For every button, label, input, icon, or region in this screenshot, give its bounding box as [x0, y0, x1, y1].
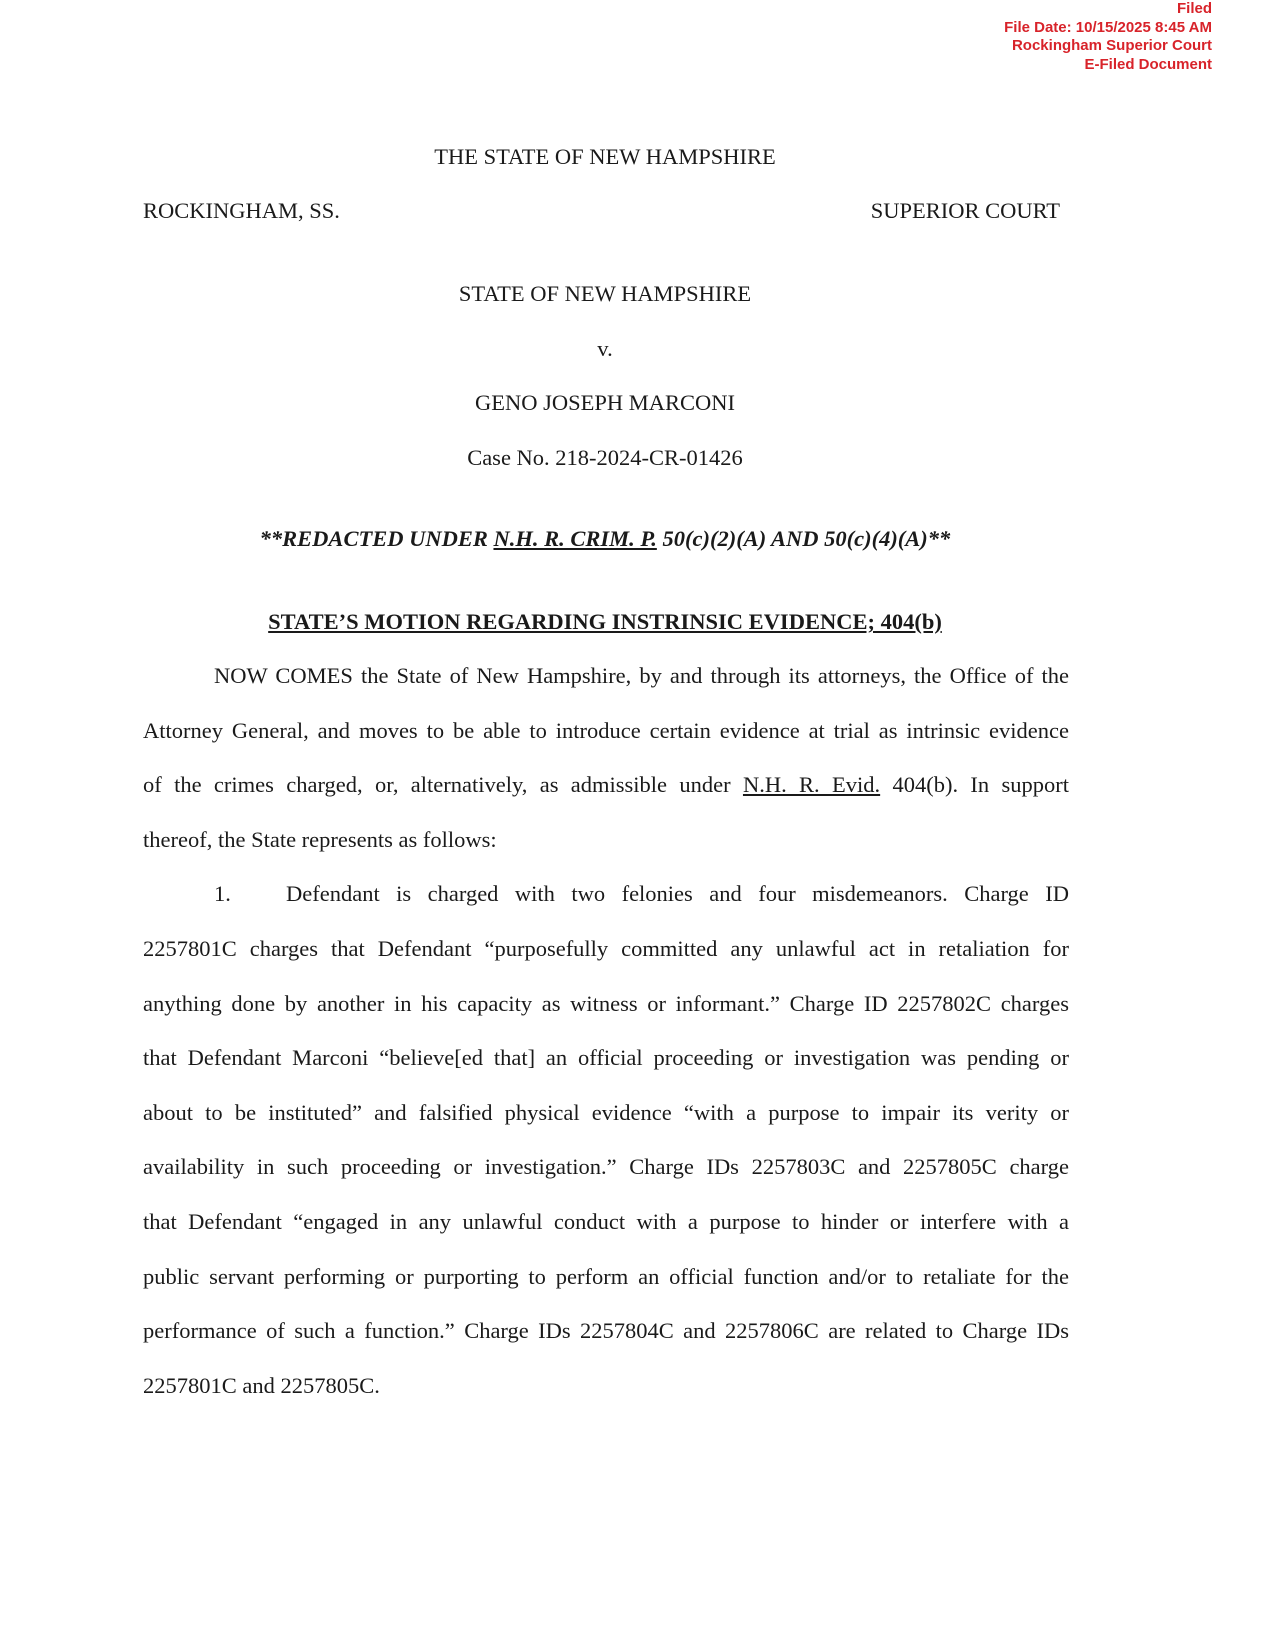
text-segment: availability in such proceeding or investigation.” Charge IDs 2257803C and 2257805C charge — [143, 1154, 1069, 1180]
stamp-line: Filed — [1176, 0, 1212, 17]
motion-title: STATE’S MOTION REGARDING INSTRINSIC EVIDENCE; 404(b) — [268, 609, 942, 634]
e-filed-stamp — [1004, 0, 1212, 74]
body-line — [143, 772, 1069, 798]
redaction-rule: N.H. R. CRIM. P. — [493, 526, 657, 551]
body-line — [143, 1100, 1069, 1126]
plaintiff: STATE OF NEW HAMPSHIRE — [458, 281, 752, 306]
text-segment: of the crimes charged, or, alternatively, as admissible under — [143, 772, 743, 798]
state-heading: THE STATE OF NEW HAMPSHIRE — [434, 144, 776, 169]
versus: v. — [597, 336, 613, 361]
text-segment: 404(b). In support — [880, 772, 1070, 798]
court-name: SUPERIOR COURT — [870, 198, 1060, 223]
defendant: GENO JOSEPH MARCONI — [474, 390, 736, 415]
stamp-line: File Date: 10/15/2025 8:45 AM — [1004, 18, 1212, 36]
body-line — [143, 1373, 1069, 1399]
redaction-notice — [0, 526, 1210, 552]
text-segment: anything done by another in his capacity as witness or informant.” Charge ID 2257802C charges — [143, 990, 1069, 1016]
case-number: Case No. 218-2024-CR-01426 — [467, 445, 743, 470]
stamp-line: Rockingham Superior Court — [1011, 37, 1212, 54]
text-segment: that Defendant “engaged in any unlawful conduct with a purpose to hinder or interfere with a — [143, 1209, 1069, 1234]
text-segment: Defendant is charged with two felonies and four misdemeanors. Charge ID — [286, 881, 1069, 907]
paragraph-number: 1. — [214, 881, 231, 907]
text-segment: thereof, the State represents as follows: — [143, 826, 497, 852]
text-segment: 2257801C charges that Defendant “purposefully committed any unlawful act in retaliation for — [143, 936, 1069, 961]
text-segment: that Defendant Marconi “believe[ed that] an official proceeding or investigation was pending or — [143, 1045, 1069, 1071]
text-segment: NOW COMES the State of New Hampshire, by and through its attorneys, the Office of the — [214, 663, 1069, 688]
body-line — [143, 936, 1069, 962]
body-line — [143, 1209, 1069, 1235]
text-segment: public servant performing or purporting to perform an official function and/or to retaliate for the — [143, 1263, 1069, 1289]
redaction-post: 50(c)(2)(A) AND 50(c)(4)(A)** — [656, 526, 951, 551]
redaction-pre: **REDACTED UNDER — [259, 526, 494, 551]
text-segment: about to be instituted” and falsified physical evidence “with a purpose to impair its verity or — [143, 1099, 1069, 1125]
body-line — [143, 1264, 1069, 1290]
text-segment: performance of such a function.” Charge IDs 2257804C and 2257806C are related to Charge IDs — [143, 1318, 1069, 1344]
body-line — [143, 827, 1069, 853]
body-line — [143, 991, 1069, 1017]
citation: N.H. R. Evid. — [742, 772, 881, 798]
body-line — [143, 718, 1069, 744]
body-line — [286, 881, 1069, 907]
body-line — [143, 1318, 1069, 1344]
body-line — [143, 1045, 1069, 1071]
stamp-line: E-Filed Document — [1084, 55, 1212, 73]
text-segment: 2257801C and 2257805C. — [143, 1372, 380, 1398]
body-line — [214, 663, 1069, 689]
text-segment: Attorney General, and moves to be able to introduce certain evidence at trial as intrinsic evidence — [143, 717, 1069, 743]
body-line — [143, 1154, 1069, 1180]
county: ROCKINGHAM, SS. — [143, 198, 340, 223]
